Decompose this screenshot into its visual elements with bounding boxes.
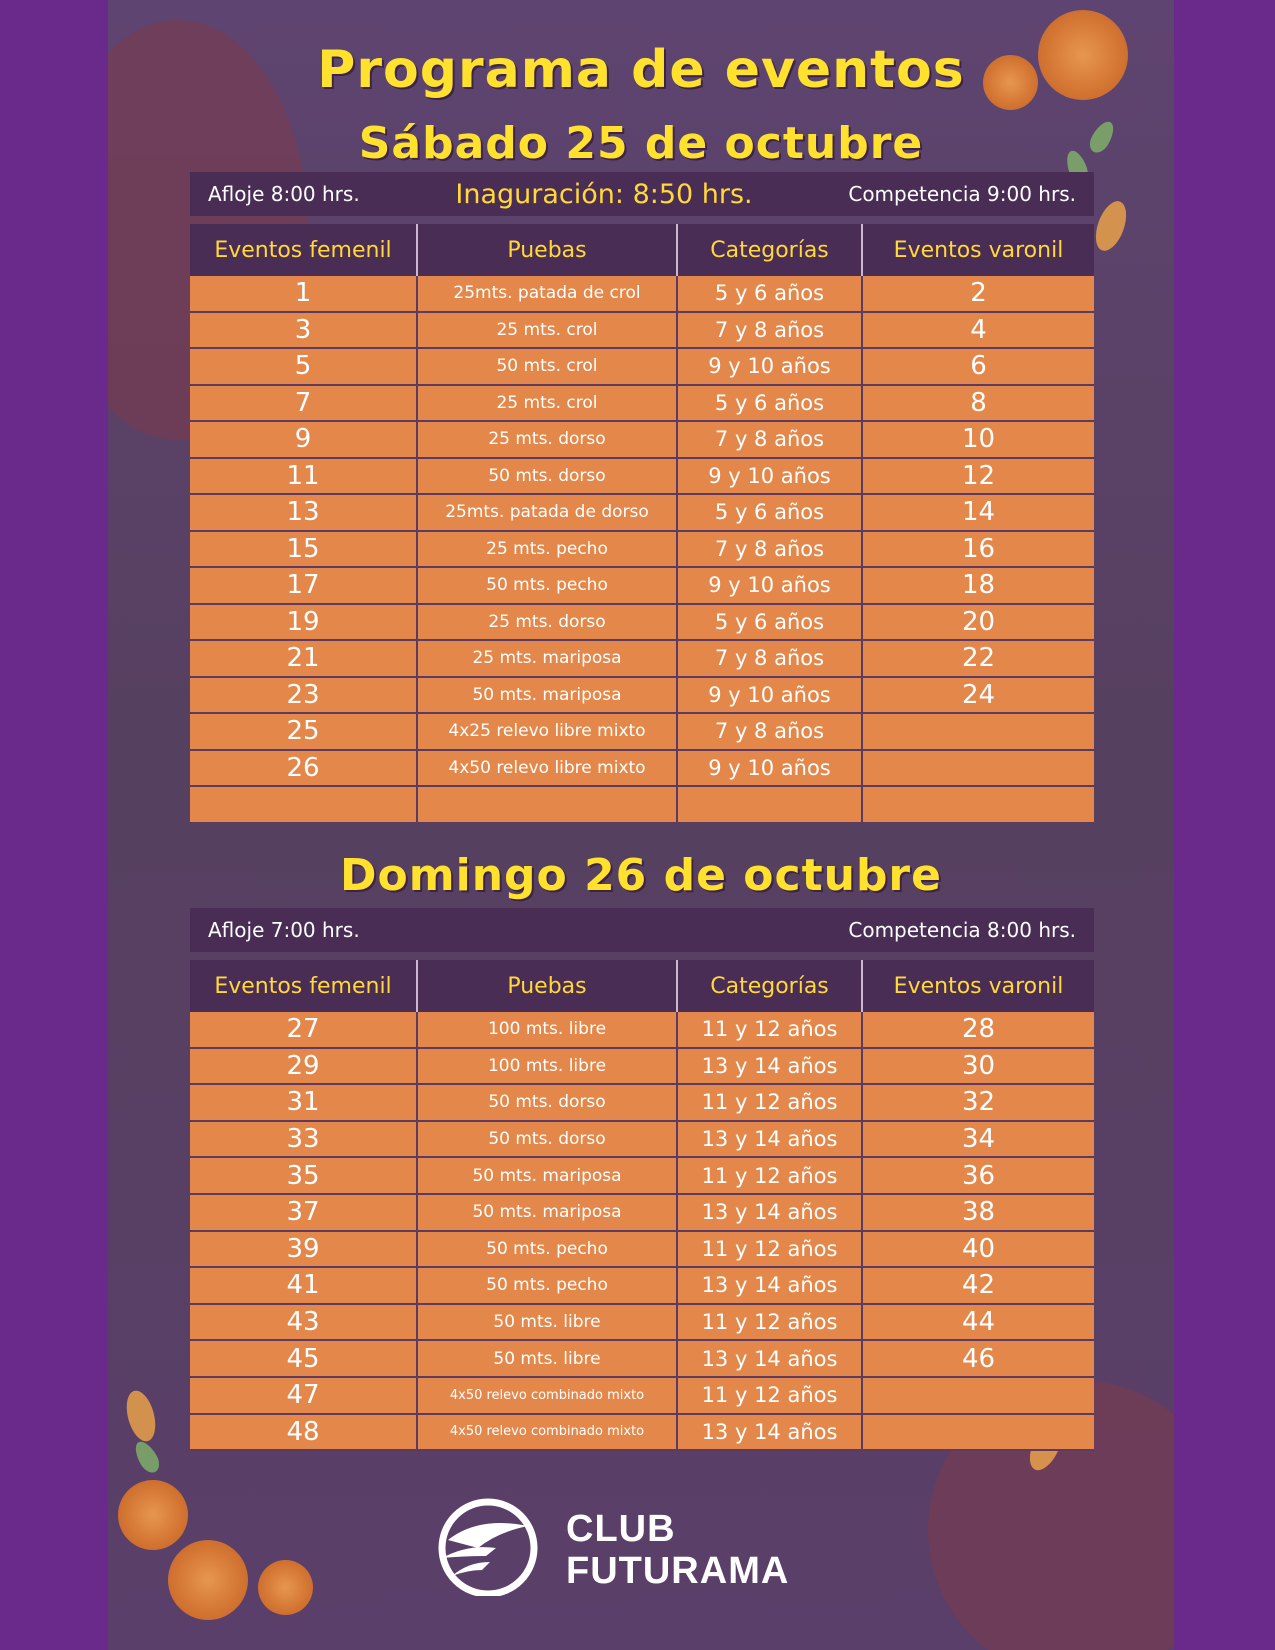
event-femenil-cell: 33: [190, 1121, 417, 1158]
categoria-cell: 11 y 12 años: [677, 1012, 862, 1048]
prueba-cell: 25 mts. crol: [417, 385, 677, 422]
categoria-cell: 9 y 10 años: [677, 677, 862, 714]
header-eventos-varonil: Eventos varonil: [862, 960, 1094, 1012]
categoria-cell: 13 y 14 años: [677, 1267, 862, 1304]
table-row: [190, 713, 1094, 750]
categoria-cell: 11 y 12 años: [677, 1377, 862, 1414]
prueba-cell: 4x50 relevo libre mixto: [417, 750, 677, 787]
categoria-cell: 11 y 12 años: [677, 1304, 862, 1341]
event-varonil-cell: 38: [862, 1194, 1094, 1231]
prueba-cell: 50 mts. mariposa: [417, 677, 677, 714]
prueba-cell: 25 mts. dorso: [417, 421, 677, 458]
header-eventos-varonil: Eventos varonil: [862, 224, 1094, 276]
categoria-cell: 11 y 12 años: [677, 1157, 862, 1194]
event-femenil-cell: 29: [190, 1048, 417, 1085]
marigold-icon: [118, 1480, 188, 1550]
categoria-cell: 5 y 6 años: [677, 385, 862, 422]
event-femenil-cell: 41: [190, 1267, 417, 1304]
table-header-row: [190, 960, 1094, 1012]
table-row: [190, 750, 1094, 787]
table-row: [190, 677, 1094, 714]
event-femenil-cell: 45: [190, 1340, 417, 1377]
table-row: [190, 1304, 1094, 1341]
event-femenil-cell: 23: [190, 677, 417, 714]
categoria-cell: 13 y 14 años: [677, 1414, 862, 1451]
leaf-icon: [131, 1438, 164, 1476]
prueba-cell: 4x50 relevo combinado mixto: [417, 1414, 677, 1451]
event-varonil-cell: 46: [862, 1340, 1094, 1377]
prueba-cell: 50 mts. pecho: [417, 1231, 677, 1268]
categoria-cell: 9 y 10 años: [677, 458, 862, 495]
event-femenil-cell: 13: [190, 494, 417, 531]
prueba-cell: 50 mts. dorso: [417, 1121, 677, 1158]
event-femenil-cell: 3: [190, 312, 417, 349]
event-femenil-cell: 11: [190, 458, 417, 495]
categoria-cell: 7 y 8 años: [677, 421, 862, 458]
marigold-icon: [258, 1560, 313, 1615]
event-varonil-cell: 2: [862, 276, 1094, 312]
prueba-cell: 50 mts. pecho: [417, 1267, 677, 1304]
day2-title: Domingo 26 de octubre: [340, 850, 942, 901]
table-row: [190, 1340, 1094, 1377]
event-varonil-cell: 6: [862, 348, 1094, 385]
event-varonil-cell: [862, 750, 1094, 787]
marigold-icon: [168, 1540, 248, 1620]
event-femenil-cell: 26: [190, 750, 417, 787]
event-varonil-cell: 30: [862, 1048, 1094, 1085]
event-varonil-cell: 24: [862, 677, 1094, 714]
event-femenil-cell: 21: [190, 640, 417, 677]
day2-schedule-table: [190, 960, 1094, 1451]
event-femenil-cell: 47: [190, 1377, 417, 1414]
header-categorias: Categorías: [677, 960, 862, 1012]
categoria-cell: 13 y 14 años: [677, 1048, 862, 1085]
categoria-cell: 7 y 8 años: [677, 640, 862, 677]
petal-icon: [1090, 197, 1132, 255]
day2-schedule-body: [190, 1012, 1094, 1450]
logo-line2: FUTURAMA: [566, 1550, 790, 1592]
event-varonil-cell: 4: [862, 312, 1094, 349]
petal-icon: [122, 1388, 161, 1445]
categoria-cell: 5 y 6 años: [677, 276, 862, 312]
table-row: [190, 1414, 1094, 1451]
header-pruebas: Puebas: [417, 224, 677, 276]
categoria-cell: 7 y 8 años: [677, 713, 862, 750]
event-femenil-cell: 17: [190, 567, 417, 604]
prueba-cell: 50 mts. libre: [417, 1304, 677, 1341]
prueba-cell: 100 mts. libre: [417, 1048, 677, 1085]
event-femenil-cell: 15: [190, 531, 417, 568]
categoria-cell: 9 y 10 años: [677, 348, 862, 385]
day1-schedule-body: [190, 276, 1094, 823]
categoria-cell: 9 y 10 años: [677, 750, 862, 787]
prueba-cell: 50 mts. dorso: [417, 1084, 677, 1121]
event-femenil-cell: 43: [190, 1304, 417, 1341]
day2-warmup-time: Afloje 7:00 hrs.: [208, 918, 360, 942]
table-row: [190, 1157, 1094, 1194]
event-varonil-cell: 8: [862, 385, 1094, 422]
table-row: [190, 494, 1094, 531]
categoria-cell: 7 y 8 años: [677, 531, 862, 568]
prueba-cell: 25 mts. mariposa: [417, 640, 677, 677]
prueba-cell: 25mts. patada de dorso: [417, 494, 677, 531]
event-varonil-cell: 20: [862, 604, 1094, 641]
event-varonil-cell: [862, 1414, 1094, 1451]
day1-title: Sábado 25 de octubre: [358, 118, 924, 169]
event-varonil-cell: 18: [862, 567, 1094, 604]
day1-info-bar: [190, 172, 1094, 216]
categoria-cell: 5 y 6 años: [677, 494, 862, 531]
event-varonil-cell: [862, 1377, 1094, 1414]
day2-info-bar: [190, 908, 1094, 952]
logo-line1: CLUB: [566, 1508, 676, 1550]
table-row: [190, 567, 1094, 604]
event-varonil-cell: 36: [862, 1157, 1094, 1194]
event-femenil-cell: 35: [190, 1157, 417, 1194]
table-row: [190, 1048, 1094, 1085]
event-femenil-cell: 37: [190, 1194, 417, 1231]
prueba-cell: 50 mts. mariposa: [417, 1157, 677, 1194]
page-title: Programa de eventos: [317, 40, 965, 100]
event-femenil-cell: 1: [190, 276, 417, 312]
table-row: [190, 458, 1094, 495]
event-varonil-cell: [862, 713, 1094, 750]
event-varonil-cell: 28: [862, 1012, 1094, 1048]
table-row: [190, 1121, 1094, 1158]
event-femenil-cell: 39: [190, 1231, 417, 1268]
event-femenil-cell: 7: [190, 385, 417, 422]
table-row: [190, 421, 1094, 458]
day1-competition-time: Competencia 9:00 hrs.: [848, 182, 1076, 206]
table-row: [190, 786, 1094, 823]
table-row: [190, 640, 1094, 677]
prueba-cell: 50 mts. dorso: [417, 458, 677, 495]
prueba-cell: 25 mts. crol: [417, 312, 677, 349]
table-row: [190, 1194, 1094, 1231]
table-header-row: [190, 224, 1094, 276]
table-row: [190, 312, 1094, 349]
event-varonil-cell: 34: [862, 1121, 1094, 1158]
table-row: [190, 1012, 1094, 1048]
table-row: [190, 531, 1094, 568]
event-femenil-cell: 5: [190, 348, 417, 385]
event-varonil-cell: 22: [862, 640, 1094, 677]
categoria-cell: 13 y 14 años: [677, 1194, 862, 1231]
categoria-cell: 13 y 14 años: [677, 1121, 862, 1158]
event-varonil-cell: 14: [862, 494, 1094, 531]
categoria-cell: 11 y 12 años: [677, 1084, 862, 1121]
event-varonil-cell: 10: [862, 421, 1094, 458]
table-row: [190, 276, 1094, 312]
header-eventos-femenil: Eventos femenil: [190, 960, 417, 1012]
event-varonil-cell: 40: [862, 1231, 1094, 1268]
table-row: [190, 1231, 1094, 1268]
categoria-cell: 5 y 6 años: [677, 604, 862, 641]
categoria-cell: 9 y 10 años: [677, 567, 862, 604]
header-eventos-femenil: Eventos femenil: [190, 224, 417, 276]
club-logo-text: [566, 1508, 789, 1592]
event-varonil-cell: 32: [862, 1084, 1094, 1121]
categoria-cell: 13 y 14 años: [677, 1340, 862, 1377]
day2-competition-time: Competencia 8:00 hrs.: [848, 918, 1076, 942]
prueba-cell: 50 mts. pecho: [417, 567, 677, 604]
table-row: [190, 1377, 1094, 1414]
prueba-cell: 4x25 relevo libre mixto: [417, 713, 677, 750]
prueba-cell: 4x50 relevo combinado mixto: [417, 1377, 677, 1414]
prueba-cell: 50 mts. mariposa: [417, 1194, 677, 1231]
day1-inauguration-time: Inaguración: 8:50 hrs.: [455, 178, 753, 210]
event-femenil-cell: [190, 786, 417, 823]
table-row: [190, 1267, 1094, 1304]
prueba-cell: 50 mts. crol: [417, 348, 677, 385]
event-femenil-cell: 27: [190, 1012, 417, 1048]
event-varonil-cell: [862, 786, 1094, 823]
event-varonil-cell: 12: [862, 458, 1094, 495]
event-femenil-cell: 48: [190, 1414, 417, 1451]
table-row: [190, 604, 1094, 641]
header-pruebas: Puebas: [417, 960, 677, 1012]
day1-schedule-table: [190, 224, 1094, 824]
prueba-cell: 100 mts. libre: [417, 1012, 677, 1048]
day1-warmup-time: Afloje 8:00 hrs.: [208, 182, 360, 206]
event-femenil-cell: 31: [190, 1084, 417, 1121]
poster: [108, 0, 1174, 1650]
prueba-cell: [417, 786, 677, 823]
prueba-cell: 25mts. patada de crol: [417, 276, 677, 312]
event-femenil-cell: 9: [190, 421, 417, 458]
categoria-cell: 7 y 8 años: [677, 312, 862, 349]
table-row: [190, 348, 1094, 385]
table-row: [190, 1084, 1094, 1121]
prueba-cell: 25 mts. pecho: [417, 531, 677, 568]
event-femenil-cell: 19: [190, 604, 417, 641]
event-femenil-cell: 25: [190, 713, 417, 750]
event-varonil-cell: 44: [862, 1304, 1094, 1341]
event-varonil-cell: 42: [862, 1267, 1094, 1304]
prueba-cell: 25 mts. dorso: [417, 604, 677, 641]
header-categorias: Categorías: [677, 224, 862, 276]
categoria-cell: [677, 786, 862, 823]
table-row: [190, 385, 1094, 422]
categoria-cell: 11 y 12 años: [677, 1231, 862, 1268]
event-varonil-cell: 16: [862, 531, 1094, 568]
prueba-cell: 50 mts. libre: [417, 1340, 677, 1377]
